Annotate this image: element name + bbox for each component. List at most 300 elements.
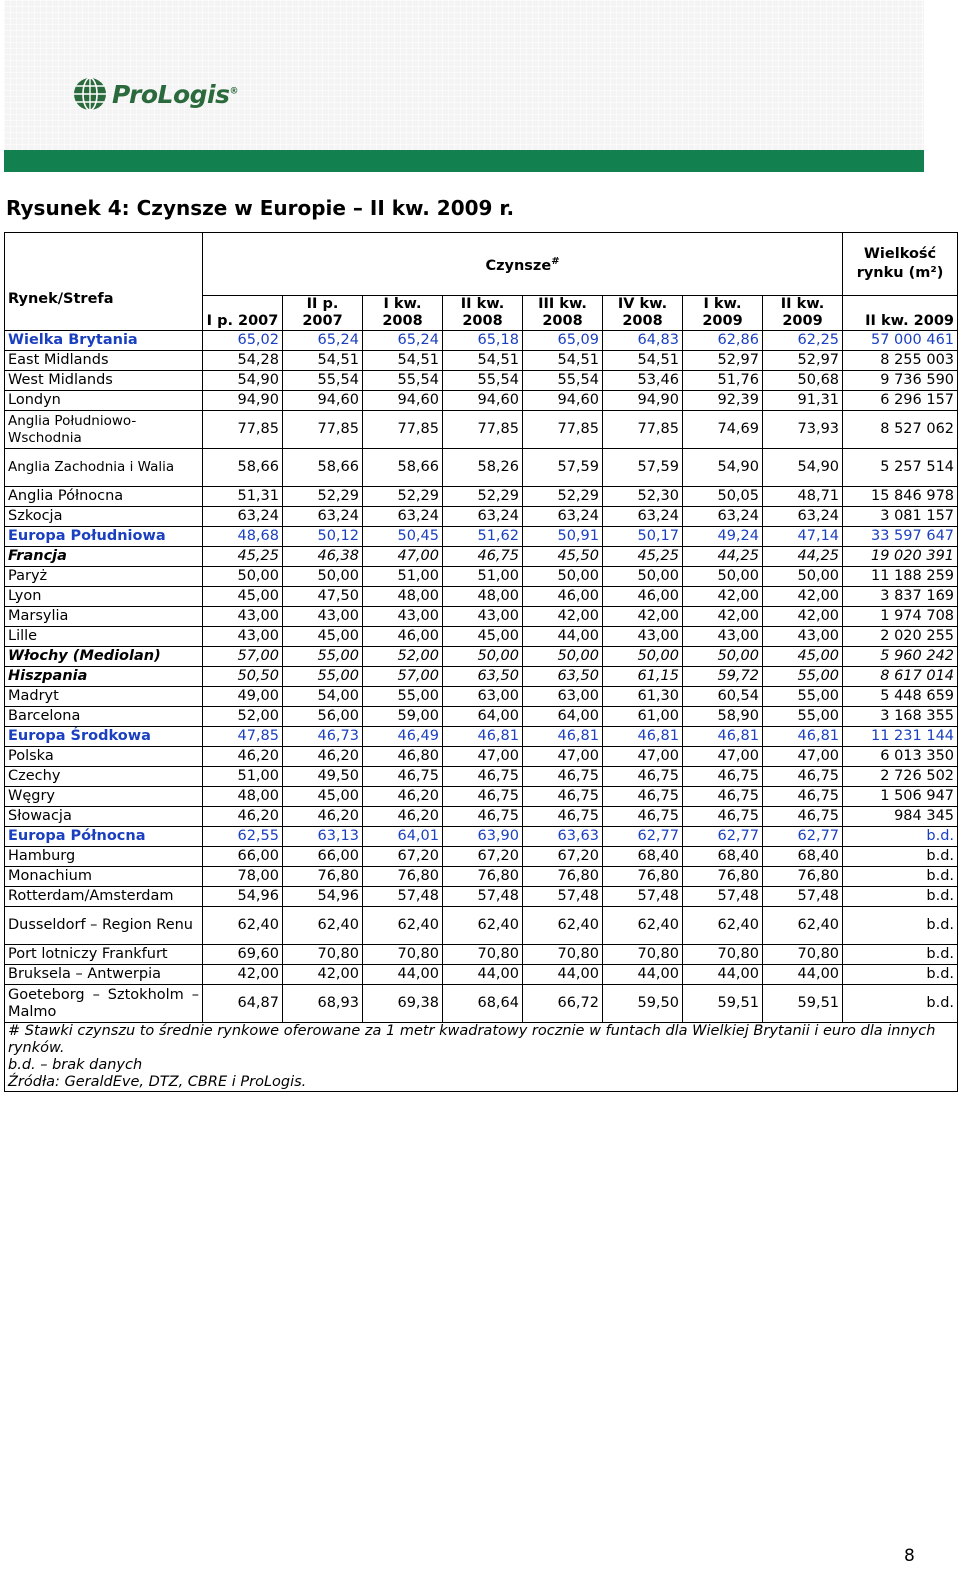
rent-value-cell: 47,00 — [763, 747, 843, 767]
rent-value-cell: 63,24 — [203, 507, 283, 527]
rent-value-cell: 54,51 — [443, 351, 523, 371]
rent-value-cell: 46,75 — [363, 767, 443, 787]
rent-value-cell: 51,76 — [683, 371, 763, 391]
market-name-cell: Paryż — [5, 567, 203, 587]
rent-value-cell: 42,00 — [523, 607, 603, 627]
size-period-header: II kw. 2009 — [843, 296, 958, 331]
logo-name: ProLogis — [112, 79, 230, 109]
rent-value-cell: 52,29 — [363, 487, 443, 507]
market-size-cell: 6 296 157 — [843, 391, 958, 411]
market-name-cell: Londyn — [5, 391, 203, 411]
header-green-bar — [4, 150, 924, 172]
rent-value-cell: 45,00 — [443, 627, 523, 647]
notes-cell — [5, 1023, 958, 1092]
rent-value-cell: 46,20 — [203, 747, 283, 767]
rent-value-cell: 65,02 — [203, 331, 283, 351]
rent-value-cell: 52,97 — [763, 351, 843, 371]
period-header: II kw. 2009 — [763, 296, 843, 331]
rent-value-cell: 76,80 — [283, 867, 363, 887]
rent-value-cell: 44,00 — [443, 965, 523, 985]
rent-value-cell: 43,00 — [603, 627, 683, 647]
rent-value-cell: 46,75 — [763, 807, 843, 827]
rent-value-cell: 46,75 — [443, 787, 523, 807]
rent-value-cell: 62,55 — [203, 827, 283, 847]
table-row — [5, 907, 958, 945]
rent-value-cell: 58,90 — [683, 707, 763, 727]
market-size-header: Wielkość rynku (m²) — [843, 233, 958, 296]
rent-value-cell: 91,31 — [763, 391, 843, 411]
rent-value-cell: 63,50 — [443, 667, 523, 687]
rent-value-cell: 77,85 — [203, 411, 283, 449]
market-size-cell: 9 736 590 — [843, 371, 958, 391]
rent-value-cell: 54,90 — [683, 449, 763, 487]
rent-value-cell: 69,60 — [203, 945, 283, 965]
rent-value-cell: 63,13 — [283, 827, 363, 847]
market-name-cell: Dusseldorf – Region Renu — [5, 907, 203, 945]
rent-value-cell: 61,15 — [603, 667, 683, 687]
rent-value-cell: 45,25 — [603, 547, 683, 567]
market-name-cell: Anglia Zachodnia i Walia — [5, 449, 203, 487]
market-column-header: Rynek/Strefa — [5, 233, 203, 331]
rent-value-cell: 44,25 — [763, 547, 843, 567]
market-size-cell: 984 345 — [843, 807, 958, 827]
market-name-cell: Węgry — [5, 787, 203, 807]
table-row — [5, 331, 958, 351]
table-row — [5, 807, 958, 827]
rent-value-cell: 46,75 — [443, 547, 523, 567]
rent-value-cell: 64,87 — [203, 985, 283, 1023]
logo-wordmark — [112, 80, 238, 109]
rent-value-cell: 50,00 — [603, 647, 683, 667]
rent-value-cell: 55,00 — [283, 667, 363, 687]
rents-table-body — [5, 331, 958, 1023]
market-name-cell: Port lotniczy Frankfurt — [5, 945, 203, 965]
rents-table — [4, 232, 958, 1092]
rent-value-cell: 44,00 — [763, 965, 843, 985]
rent-value-cell: 76,80 — [443, 867, 523, 887]
market-size-cell: 5 257 514 — [843, 449, 958, 487]
rent-value-cell: 57,59 — [523, 449, 603, 487]
notes-section — [5, 1023, 958, 1092]
rent-value-cell: 48,00 — [203, 787, 283, 807]
rent-value-cell: 50,05 — [683, 487, 763, 507]
market-name-cell: Goeteborg – Sztokholm – Malmo — [5, 985, 203, 1023]
table-row — [5, 567, 958, 587]
rent-value-cell: 46,75 — [603, 767, 683, 787]
rent-value-cell: 76,80 — [603, 867, 683, 887]
rent-value-cell: 48,00 — [443, 587, 523, 607]
rent-value-cell: 52,00 — [203, 707, 283, 727]
rent-value-cell: 62,77 — [603, 827, 683, 847]
rent-value-cell: 64,00 — [443, 707, 523, 727]
rent-value-cell: 63,24 — [763, 507, 843, 527]
table-row — [5, 351, 958, 371]
rent-value-cell: 46,75 — [523, 767, 603, 787]
rent-value-cell: 63,24 — [603, 507, 683, 527]
rent-value-cell: 47,00 — [363, 547, 443, 567]
rent-value-cell: 55,00 — [763, 667, 843, 687]
market-size-cell: b.d. — [843, 945, 958, 965]
rent-value-cell: 62,40 — [443, 907, 523, 945]
rent-value-cell: 46,80 — [363, 747, 443, 767]
period-header: IV kw. 2008 — [603, 296, 683, 331]
rent-value-cell: 45,00 — [283, 627, 363, 647]
market-name-cell: Lille — [5, 627, 203, 647]
rent-value-cell: 59,72 — [683, 667, 763, 687]
rent-value-cell: 70,80 — [763, 945, 843, 965]
market-size-cell: 2 726 502 — [843, 767, 958, 787]
rent-value-cell: 52,30 — [603, 487, 683, 507]
rent-value-cell: 46,75 — [763, 767, 843, 787]
rent-value-cell: 58,66 — [203, 449, 283, 487]
registered-mark: ® — [229, 86, 239, 97]
rent-value-cell: 65,24 — [363, 331, 443, 351]
rent-value-cell: 63,24 — [443, 507, 523, 527]
rent-value-cell: 70,80 — [683, 945, 763, 965]
rent-value-cell: 50,45 — [363, 527, 443, 547]
rent-value-cell: 43,00 — [203, 607, 283, 627]
rent-value-cell: 50,00 — [203, 567, 283, 587]
rent-value-cell: 57,48 — [763, 887, 843, 907]
market-name-cell: Europa Południowa — [5, 527, 203, 547]
rent-value-cell: 64,01 — [363, 827, 443, 847]
market-name-cell: Monachium — [5, 867, 203, 887]
rent-value-cell: 55,54 — [283, 371, 363, 391]
rent-value-cell: 70,80 — [283, 945, 363, 965]
market-size-cell: 1 506 947 — [843, 787, 958, 807]
rent-value-cell: 47,00 — [523, 747, 603, 767]
rent-value-cell: 46,00 — [603, 587, 683, 607]
rents-group-label: Czynsze — [485, 257, 552, 274]
rent-value-cell: 57,48 — [363, 887, 443, 907]
rent-value-cell: 46,00 — [363, 627, 443, 647]
rent-value-cell: 46,20 — [203, 807, 283, 827]
rent-value-cell: 57,48 — [683, 887, 763, 907]
rent-value-cell: 48,71 — [763, 487, 843, 507]
rent-value-cell: 42,00 — [683, 607, 763, 627]
rent-value-cell: 70,80 — [443, 945, 523, 965]
table-row — [5, 687, 958, 707]
rent-value-cell: 46,75 — [443, 807, 523, 827]
rent-value-cell: 46,81 — [683, 727, 763, 747]
rent-value-cell: 63,63 — [523, 827, 603, 847]
rent-value-cell: 77,85 — [283, 411, 363, 449]
rent-value-cell: 77,85 — [523, 411, 603, 449]
rent-value-cell: 51,00 — [363, 567, 443, 587]
rent-value-cell: 65,18 — [443, 331, 523, 351]
rent-value-cell: 66,72 — [523, 985, 603, 1023]
rents-group-header — [203, 233, 843, 296]
rent-value-cell: 67,20 — [523, 847, 603, 867]
table-row — [5, 627, 958, 647]
rent-value-cell: 57,48 — [443, 887, 523, 907]
rent-value-cell: 42,00 — [603, 607, 683, 627]
rent-value-cell: 50,12 — [283, 527, 363, 547]
rent-value-cell: 50,00 — [443, 647, 523, 667]
rent-value-cell: 62,40 — [283, 907, 363, 945]
market-size-cell: 1 974 708 — [843, 607, 958, 627]
market-name-cell: Szkocja — [5, 507, 203, 527]
market-size-cell: b.d. — [843, 985, 958, 1023]
rent-value-cell: 58,66 — [363, 449, 443, 487]
rent-value-cell: 55,00 — [283, 647, 363, 667]
rent-value-cell: 50,00 — [523, 567, 603, 587]
prologis-logo — [72, 74, 238, 114]
rent-value-cell: 69,38 — [363, 985, 443, 1023]
table-row — [5, 391, 958, 411]
rent-value-cell: 55,00 — [763, 687, 843, 707]
table-row — [5, 747, 958, 767]
rent-value-cell: 62,40 — [683, 907, 763, 945]
market-name-cell: Wielka Brytania — [5, 331, 203, 351]
table-row — [5, 449, 958, 487]
rent-value-cell: 55,54 — [443, 371, 523, 391]
table-row — [5, 547, 958, 567]
market-size-cell: 6 013 350 — [843, 747, 958, 767]
rent-value-cell: 63,90 — [443, 827, 523, 847]
rent-value-cell: 94,90 — [203, 391, 283, 411]
market-name-cell: Madryt — [5, 687, 203, 707]
rent-value-cell: 46,75 — [443, 767, 523, 787]
rent-value-cell: 46,81 — [763, 727, 843, 747]
table-row — [5, 965, 958, 985]
rent-value-cell: 50,68 — [763, 371, 843, 391]
table-row — [5, 667, 958, 687]
rent-value-cell: 62,40 — [763, 907, 843, 945]
market-size-cell: 3 837 169 — [843, 587, 958, 607]
market-size-cell: b.d. — [843, 867, 958, 887]
rent-value-cell: 45,00 — [203, 587, 283, 607]
rent-value-cell: 54,51 — [523, 351, 603, 371]
table-row — [5, 727, 958, 747]
rent-value-cell: 42,00 — [683, 587, 763, 607]
rent-value-cell: 51,00 — [443, 567, 523, 587]
market-name-cell: Marsylia — [5, 607, 203, 627]
rent-value-cell: 54,51 — [363, 351, 443, 371]
market-name-cell: Francja — [5, 547, 203, 567]
market-size-cell: 3 168 355 — [843, 707, 958, 727]
table-row — [5, 587, 958, 607]
rent-value-cell: 46,38 — [283, 547, 363, 567]
rent-value-cell: 52,29 — [523, 487, 603, 507]
rent-value-cell: 47,00 — [443, 747, 523, 767]
rent-value-cell: 68,40 — [603, 847, 683, 867]
market-size-cell: b.d. — [843, 847, 958, 867]
rent-value-cell: 45,00 — [763, 647, 843, 667]
table-row — [5, 607, 958, 627]
market-name-cell: Bruksela – Antwerpia — [5, 965, 203, 985]
globe-icon — [72, 76, 108, 112]
rent-value-cell: 52,29 — [283, 487, 363, 507]
rent-value-cell: 46,81 — [443, 727, 523, 747]
rent-value-cell: 92,39 — [683, 391, 763, 411]
rent-value-cell: 59,50 — [603, 985, 683, 1023]
rent-value-cell: 63,24 — [683, 507, 763, 527]
table-row — [5, 767, 958, 787]
rent-value-cell: 62,86 — [683, 331, 763, 351]
rent-value-cell: 68,40 — [683, 847, 763, 867]
rent-value-cell: 52,00 — [363, 647, 443, 667]
rent-value-cell: 52,29 — [443, 487, 523, 507]
table-row — [5, 867, 958, 887]
rent-value-cell: 68,64 — [443, 985, 523, 1023]
rent-value-cell: 53,46 — [603, 371, 683, 391]
rent-value-cell: 50,00 — [603, 567, 683, 587]
rent-value-cell: 46,75 — [763, 787, 843, 807]
rent-value-cell: 46,75 — [523, 787, 603, 807]
rent-value-cell: 52,97 — [683, 351, 763, 371]
market-size-cell: 57 000 461 — [843, 331, 958, 351]
rent-value-cell: 54,51 — [283, 351, 363, 371]
table-row — [5, 411, 958, 449]
rent-value-cell: 66,00 — [203, 847, 283, 867]
period-header: I p. 2007 — [203, 296, 283, 331]
rent-value-cell: 50,00 — [683, 567, 763, 587]
market-size-cell: 5 960 242 — [843, 647, 958, 667]
rent-value-cell: 63,24 — [283, 507, 363, 527]
period-header: II kw. 2008 — [443, 296, 523, 331]
rent-value-cell: 57,48 — [603, 887, 683, 907]
market-name-cell: Anglia Północna — [5, 487, 203, 507]
rent-value-cell: 64,00 — [523, 707, 603, 727]
rent-value-cell: 49,00 — [203, 687, 283, 707]
rent-value-cell: 77,85 — [443, 411, 523, 449]
rent-value-cell: 42,00 — [763, 587, 843, 607]
page-number: 8 — [904, 1546, 915, 1566]
rents-group-mark: # — [551, 256, 560, 268]
rent-value-cell: 48,00 — [363, 587, 443, 607]
rent-value-cell: 45,00 — [283, 787, 363, 807]
rent-value-cell: 56,00 — [283, 707, 363, 727]
rent-value-cell: 46,20 — [283, 807, 363, 827]
market-name-cell: East Midlands — [5, 351, 203, 371]
market-size-cell: 3 081 157 — [843, 507, 958, 527]
rent-value-cell: 44,00 — [523, 965, 603, 985]
period-header: I kw. 2009 — [683, 296, 763, 331]
rent-value-cell: 46,00 — [523, 587, 603, 607]
rent-value-cell: 57,00 — [363, 667, 443, 687]
market-size-cell: 2 020 255 — [843, 627, 958, 647]
table-row — [5, 507, 958, 527]
rent-value-cell: 46,20 — [363, 807, 443, 827]
rent-value-cell: 54,90 — [203, 371, 283, 391]
page-title: Rysunek 4: Czynsze w Europie – II kw. 2009 r. — [6, 196, 515, 220]
rent-value-cell: 44,00 — [523, 627, 603, 647]
period-header: II p. 2007 — [283, 296, 363, 331]
market-name-cell: Lyon — [5, 587, 203, 607]
table-row — [5, 371, 958, 391]
rent-value-cell: 78,00 — [203, 867, 283, 887]
rent-value-cell: 62,77 — [683, 827, 763, 847]
rent-value-cell: 67,20 — [363, 847, 443, 867]
rent-value-cell: 62,40 — [203, 907, 283, 945]
market-size-cell: b.d. — [843, 965, 958, 985]
period-header: I kw. 2008 — [363, 296, 443, 331]
note-sources: Źródła: GeraldEve, DTZ, CBRE i ProLogis. — [8, 1074, 307, 1090]
rent-value-cell: 59,51 — [683, 985, 763, 1023]
market-name-cell: West Midlands — [5, 371, 203, 391]
rent-value-cell: 62,40 — [523, 907, 603, 945]
rent-value-cell: 50,91 — [523, 527, 603, 547]
rent-value-cell: 94,60 — [363, 391, 443, 411]
table-row — [5, 787, 958, 807]
rent-value-cell: 65,09 — [523, 331, 603, 351]
market-size-cell: b.d. — [843, 827, 958, 847]
market-name-cell: Europa Północna — [5, 827, 203, 847]
rent-value-cell: 42,00 — [283, 965, 363, 985]
rent-value-cell: 46,75 — [683, 787, 763, 807]
rent-value-cell: 46,75 — [523, 807, 603, 827]
market-name-cell: Czechy — [5, 767, 203, 787]
rent-value-cell: 43,00 — [443, 607, 523, 627]
rent-value-cell: 70,80 — [603, 945, 683, 965]
rent-value-cell: 50,50 — [203, 667, 283, 687]
market-size-cell: b.d. — [843, 887, 958, 907]
rent-value-cell: 76,80 — [683, 867, 763, 887]
rent-value-cell: 43,00 — [763, 627, 843, 647]
rent-value-cell: 42,00 — [763, 607, 843, 627]
rent-value-cell: 47,00 — [683, 747, 763, 767]
rent-value-cell: 57,00 — [203, 647, 283, 667]
rent-value-cell: 46,75 — [603, 807, 683, 827]
rent-value-cell: 46,73 — [283, 727, 363, 747]
market-name-cell: Barcelona — [5, 707, 203, 727]
market-size-cell: 5 448 659 — [843, 687, 958, 707]
rent-value-cell: 50,00 — [283, 567, 363, 587]
table-row — [5, 487, 958, 507]
rent-value-cell: 94,60 — [283, 391, 363, 411]
table-row — [5, 707, 958, 727]
market-name-cell: Hiszpania — [5, 667, 203, 687]
rent-value-cell: 62,25 — [763, 331, 843, 351]
rent-value-cell: 47,50 — [283, 587, 363, 607]
market-size-cell: 11 188 259 — [843, 567, 958, 587]
rent-value-cell: 55,00 — [363, 687, 443, 707]
rent-value-cell: 44,00 — [683, 965, 763, 985]
rent-value-cell: 68,40 — [763, 847, 843, 867]
market-name-cell: Słowacja — [5, 807, 203, 827]
rent-value-cell: 94,60 — [523, 391, 603, 411]
rent-value-cell: 46,49 — [363, 727, 443, 747]
rent-value-cell: 59,00 — [363, 707, 443, 727]
period-header: III kw. 2008 — [523, 296, 603, 331]
rent-value-cell: 50,17 — [603, 527, 683, 547]
rent-value-cell: 94,60 — [443, 391, 523, 411]
market-size-cell: 8 255 003 — [843, 351, 958, 371]
rent-value-cell: 66,00 — [283, 847, 363, 867]
table-row — [5, 945, 958, 965]
rent-value-cell: 43,00 — [363, 607, 443, 627]
rent-value-cell: 74,69 — [683, 411, 763, 449]
rent-value-cell: 57,59 — [603, 449, 683, 487]
rent-value-cell: 63,50 — [523, 667, 603, 687]
note-definition: # Stawki czynszu to średnie rynkowe oferowane za 1 metr kwadratowy rocznie w funtach dla Wielkiej Brytanii i euro dla innych rynków. — [8, 1023, 936, 1056]
rent-value-cell: 65,24 — [283, 331, 363, 351]
rent-value-cell: 47,85 — [203, 727, 283, 747]
rent-value-cell: 51,00 — [203, 767, 283, 787]
rent-value-cell: 64,83 — [603, 331, 683, 351]
rent-value-cell: 45,50 — [523, 547, 603, 567]
rent-value-cell: 54,51 — [603, 351, 683, 371]
market-size-cell: 33 597 647 — [843, 527, 958, 547]
rent-value-cell: 67,20 — [443, 847, 523, 867]
rent-value-cell: 63,24 — [523, 507, 603, 527]
rent-value-cell: 76,80 — [523, 867, 603, 887]
rent-value-cell: 54,28 — [203, 351, 283, 371]
table-row — [5, 985, 958, 1023]
rent-value-cell: 46,75 — [683, 807, 763, 827]
rent-value-cell: 55,00 — [763, 707, 843, 727]
